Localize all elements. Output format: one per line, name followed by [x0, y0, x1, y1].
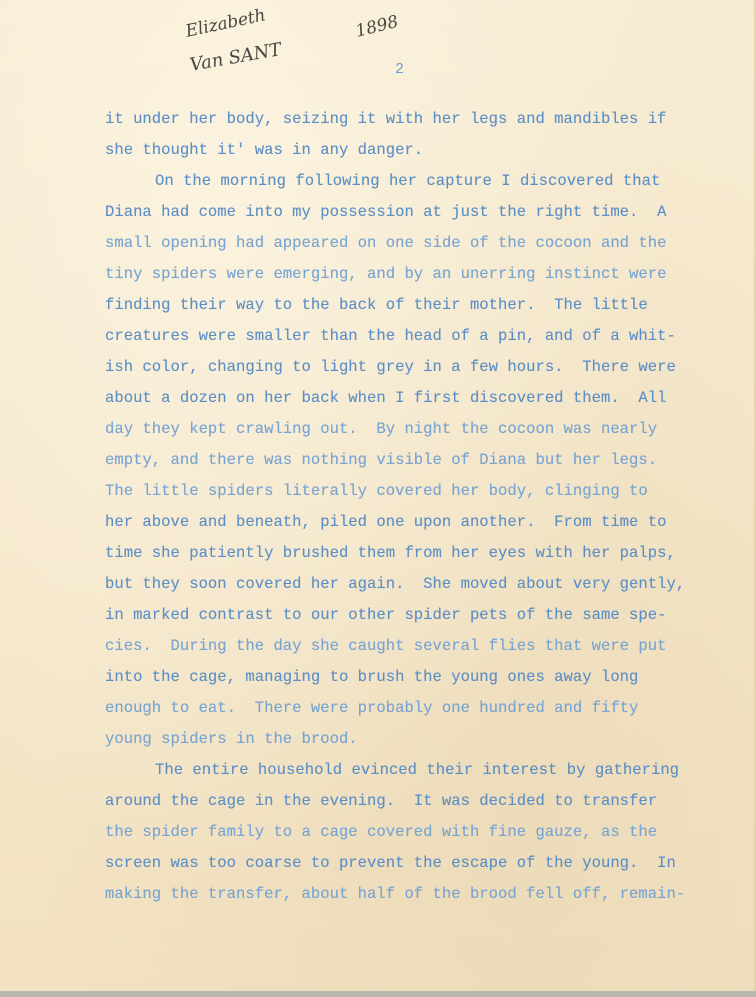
handwritten-author-last-name: Van SANT [188, 39, 283, 76]
text-line: the spider family to a cage covered with fine gauze, as the [105, 823, 658, 841]
text-line: making the transfer, about half of the brood fell off, remain- [105, 885, 686, 903]
handwritten-author-first-name: Elizabeth [183, 5, 268, 42]
paragraph-2 [105, 166, 735, 755]
typed-body-text [105, 104, 735, 910]
text-line: Diana had come into my possession at just the right time. A [105, 203, 667, 221]
text-line: around the cage in the evening. It was decided to transfer [105, 792, 658, 810]
text-line: screen was too coarse to prevent the escape of the young. In [105, 854, 676, 872]
text-line: it under her body, seizing it with her legs and mandibles if [105, 110, 667, 128]
text-line: enough to eat. There were probably one hundred and fifty [105, 699, 639, 717]
text-line: young spiders in the brood. [105, 730, 358, 748]
text-line: empty, and there was nothing visible of Diana but her legs. [105, 451, 658, 469]
text-line: finding their way to the back of their mother. The little [105, 296, 648, 314]
text-line: time she patiently brushed them from her eyes with her palps, [105, 544, 676, 562]
text-line: she thought it' was in any danger. [105, 141, 424, 159]
text-line: day they kept crawling out. By night the cocoon was nearly [105, 420, 658, 438]
paragraph-3 [105, 755, 735, 910]
text-line: On the morning following her capture I discovered that [155, 172, 661, 190]
text-line: creatures were smaller than the head of a pin, and of a whit- [105, 327, 676, 345]
text-line: The little spiders literally covered her body, clinging to [105, 482, 648, 500]
scan-bottom-edge [0, 991, 756, 997]
handwritten-year: 1898 [353, 11, 401, 42]
text-line: her above and beneath, piled one upon another. From time to [105, 513, 667, 531]
text-line: in marked contrast to our other spider pets of the same spe- [105, 606, 667, 624]
text-line: but they soon covered her again. She moved about very gently, [105, 575, 686, 593]
text-line: about a dozen on her back when I first discovered them. All [105, 389, 667, 407]
paragraph-1 [105, 104, 735, 166]
text-line: into the cage, managing to brush the young ones away long [105, 668, 639, 686]
text-line: tiny spiders were emerging, and by an unerring instinct were [105, 265, 667, 283]
text-line: ish color, changing to light grey in a few hours. There were [105, 358, 676, 376]
page-number: 2 [395, 61, 405, 78]
text-line: small opening had appeared on one side of the cocoon and the [105, 234, 667, 252]
text-line: cies. During the day she caught several flies that were put [105, 637, 667, 655]
text-line: The entire household evinced their interest by gathering [155, 761, 680, 779]
